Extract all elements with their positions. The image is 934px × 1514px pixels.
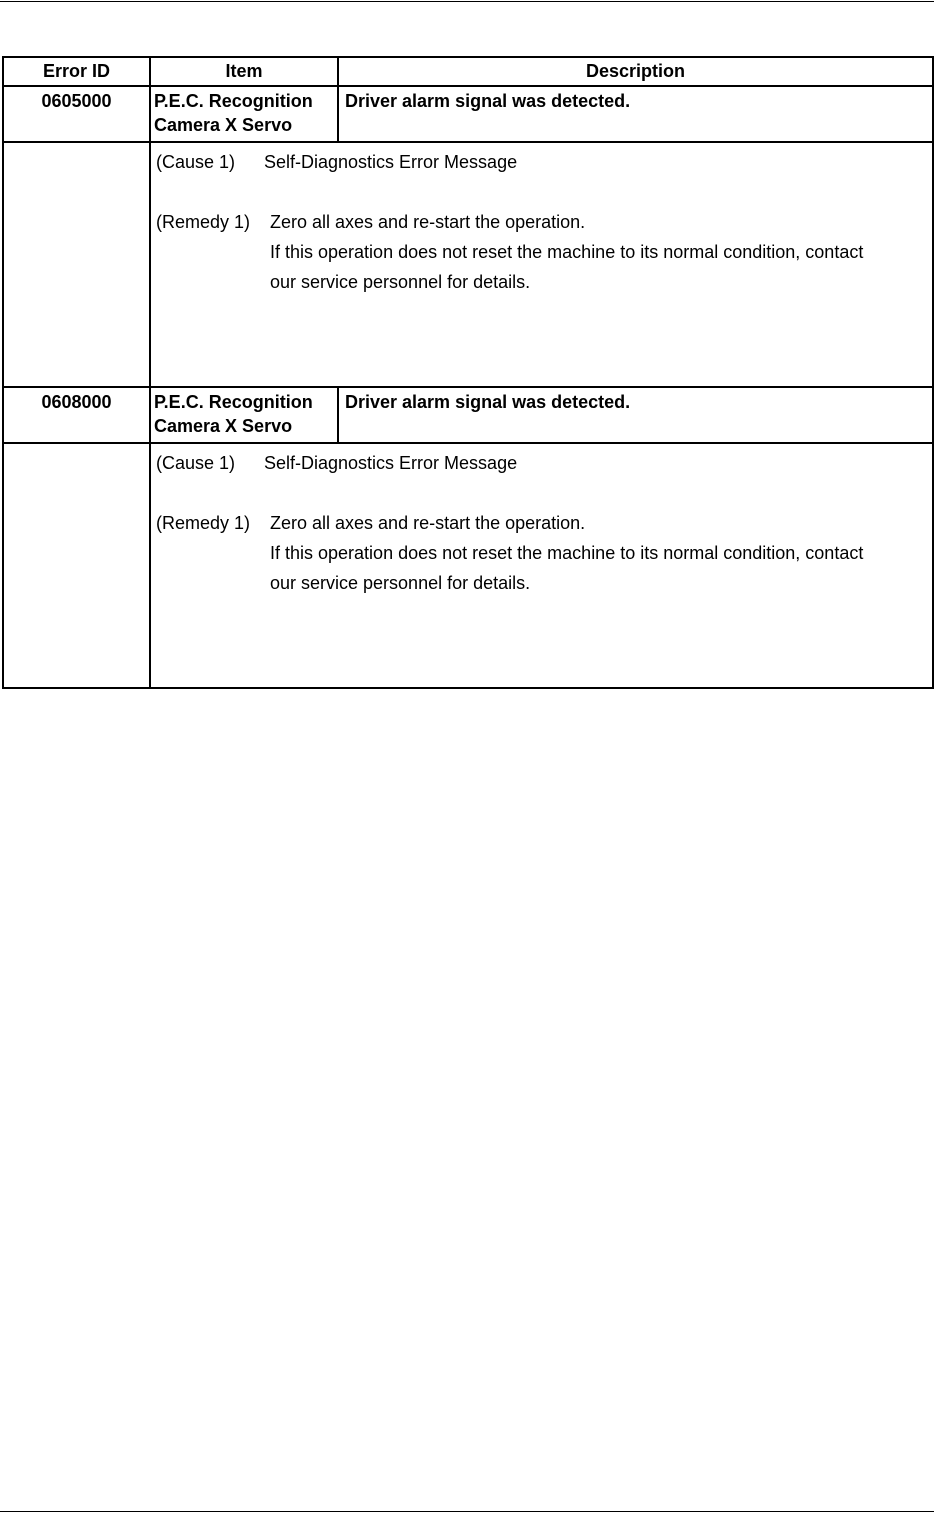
header-item: Item <box>150 57 338 86</box>
description-cell: Driver alarm signal was detected. <box>338 387 933 443</box>
remedy-text: Zero all axes and re-start the operation. <box>270 513 586 533</box>
remedy-line <box>156 207 932 237</box>
table-header-row <box>3 57 933 86</box>
item-cell <box>150 86 338 142</box>
cause-text: Self-Diagnostics Error Message <box>264 453 518 473</box>
cause-label: (Cause 1) <box>156 453 236 473</box>
cause-line <box>156 448 932 478</box>
remedy-text: our service personnel for details. <box>270 272 531 292</box>
table-row <box>3 387 933 443</box>
detail-cell <box>150 142 933 387</box>
item-line: P.E.C. Recognition <box>154 392 313 412</box>
cause-text: Self-Diagnostics Error Message <box>264 152 518 172</box>
table-row <box>3 86 933 142</box>
detail-cell <box>150 443 933 688</box>
remedy-text: If this operation does not reset the machine to its normal condition, contact <box>270 543 864 563</box>
remedy-label: (Remedy 1) <box>156 513 251 533</box>
item-line: Camera X Servo <box>154 115 293 135</box>
bottom-rule <box>0 1511 934 1512</box>
header-description: Description <box>338 57 933 86</box>
description-cell: Driver alarm signal was detected. <box>338 86 933 142</box>
detail-row <box>3 443 933 688</box>
top-rule <box>0 1 934 2</box>
detail-row <box>3 142 933 387</box>
item-cell <box>150 387 338 443</box>
cause-line <box>156 147 932 177</box>
empty-cell <box>3 142 150 387</box>
header-error-id: Error ID <box>3 57 150 86</box>
item-line: P.E.C. Recognition <box>154 91 313 111</box>
remedy-text: Zero all axes and re-start the operation. <box>270 212 586 232</box>
error-id-cell: 0608000 <box>3 387 150 443</box>
empty-cell <box>3 443 150 688</box>
cause-label: (Cause 1) <box>156 152 236 172</box>
remedy-text: If this operation does not reset the machine to its normal condition, contact <box>270 242 864 262</box>
item-line: Camera X Servo <box>154 416 293 436</box>
error-id-cell: 0605000 <box>3 86 150 142</box>
remedy-label: (Remedy 1) <box>156 212 251 232</box>
error-table <box>2 56 934 689</box>
remedy-line <box>156 508 932 538</box>
remedy-text: our service personnel for details. <box>270 573 531 593</box>
